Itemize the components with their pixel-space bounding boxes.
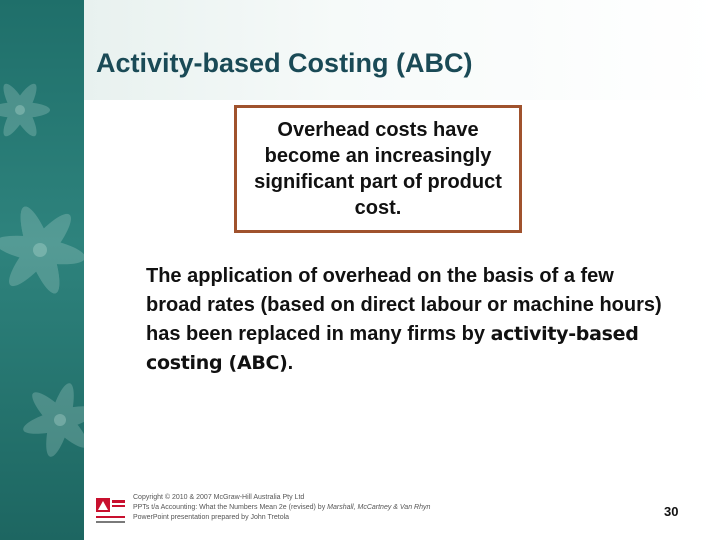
callout-box xyxy=(234,105,522,233)
sidebar-decoration xyxy=(0,0,84,540)
body-end: . xyxy=(287,352,294,374)
slide-title: Activity-based Costing (ABC) xyxy=(96,48,473,78)
footer-credit xyxy=(133,503,553,513)
page-number: 30 xyxy=(664,504,679,519)
mcgraw-hill-logo-icon xyxy=(95,497,127,527)
footer-credit-prefix: PPTs t/a Accounting: What the Numbers Mean 2e (revised) by xyxy=(133,504,328,511)
footer-prepared-by: PowerPoint presentation prepared by John Tretola xyxy=(133,514,290,521)
flower-decoration-icon xyxy=(0,0,84,540)
footer xyxy=(133,493,553,523)
body-paragraph xyxy=(146,262,666,378)
body-emphasis: activity-based costing (ABC) xyxy=(146,323,639,374)
footer-copyright: Copyright © 2010 & 2007 McGraw-Hill Australia Pty Ltd xyxy=(133,494,305,501)
footer-authors: Marshall, McCartney & Van Rhyn xyxy=(327,504,431,511)
callout-text: Overhead costs have become an increasingly significant part of product cost. xyxy=(254,119,502,219)
body-intro: The application of overhead on the basis of a few broad rates (based on direct labour or machine hours) has been replaced in many firms by xyxy=(146,265,662,345)
